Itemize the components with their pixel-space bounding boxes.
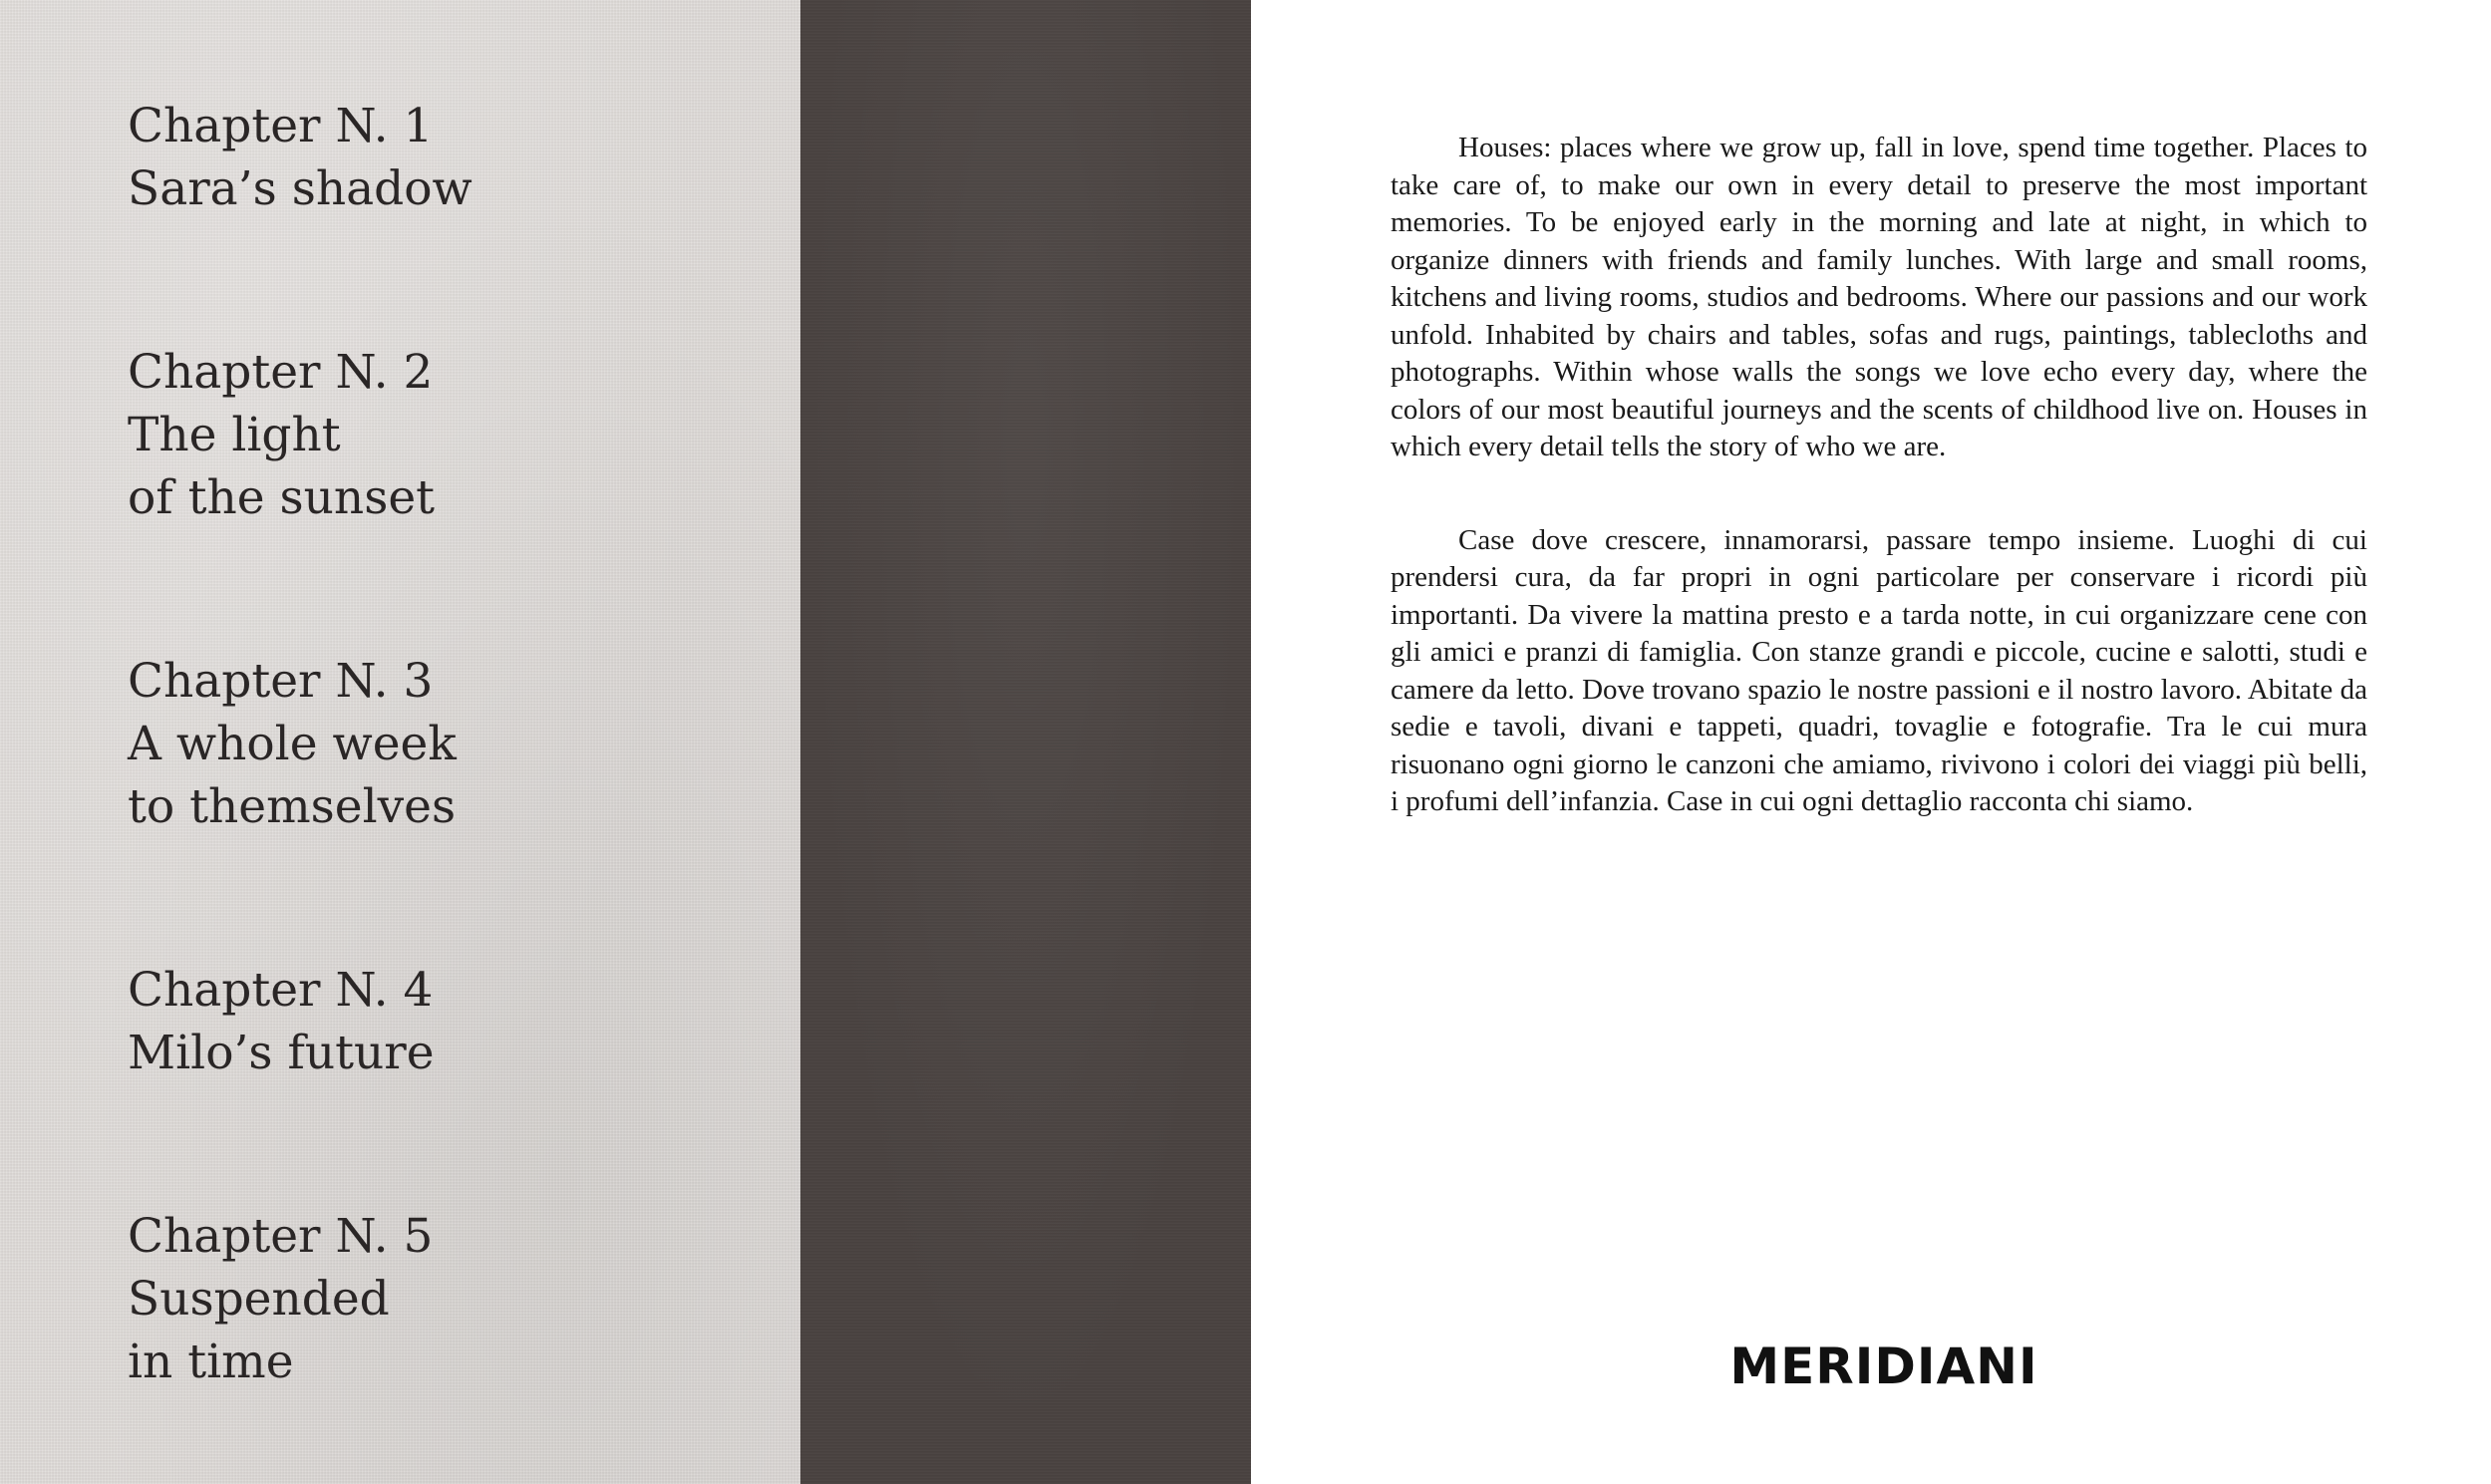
chapter-title-line: Sara’s shadow bbox=[128, 161, 472, 216]
chapter-number: Chapter N. 5 bbox=[128, 1209, 434, 1264]
chapter-title-line: in time bbox=[128, 1335, 294, 1389]
dark-cover-panel bbox=[800, 0, 1251, 1484]
italian-paragraph: Case dove crescere, innamorarsi, passare tempo insieme. Luoghi di cui prendersi cura, da far propri in ogni particolare per conservare i ricordi più importanti. Da vivere la mattina presto e a tarda notte, in cui organizzare cene con gli amici e pranzi di famiglia. Con stanze grandi e piccole, cucine e salotti, studi e camere da letto. Dove trovano spazio le nostre passioni e il nostro lavoro. Abitate da sedie e tavoli, divani e tappeti, quadri, tovaglie e fotografie. Tra le cui mura risuonano ogni giorno le canzoni che amiamo, rivivono i colori dei viaggi più belli, i profumi dell’infanzia. Case in cui ogni dettaglio racconta chi siamo. bbox=[1391, 523, 2367, 817]
chapter-title-line: of the sunset bbox=[128, 470, 436, 525]
chapter-number: Chapter N. 4 bbox=[128, 963, 434, 1018]
chapter-number: Chapter N. 3 bbox=[128, 654, 434, 709]
chapter-title-line: The light bbox=[128, 408, 341, 462]
chapter-title-line: to themselves bbox=[128, 779, 457, 834]
chapter-3 bbox=[128, 650, 766, 838]
english-paragraph: Houses: places where we grow up, fall in love, spend time together. Places to take care of, to make our own in every detail to preserve the most important memories. To be enjoyed early in the morning and late at night, in which to organize dinners with friends and family lunches. With large and small rooms, kitchens and living rooms, studios and bedrooms. Where our passions and our work unfold. Inhabited by chairs and tables, sofas and rugs, paintings, tablecloths and photographs. Within whose walls the songs we love echo every day, where the colors of our most beautiful journeys and the scents of childhood live on. Houses in which every detail tells the story of who we are. bbox=[1391, 132, 2367, 462]
chapter-2 bbox=[128, 341, 766, 529]
chapter-number: Chapter N. 1 bbox=[128, 99, 434, 153]
linen-cover-panel bbox=[0, 0, 800, 1484]
chapter-number: Chapter N. 2 bbox=[128, 345, 434, 400]
chapter-title-line: A whole week bbox=[128, 717, 457, 771]
chapter-title-line: Milo’s future bbox=[128, 1026, 435, 1080]
brand-logo: MERIDIANI bbox=[1729, 1337, 2038, 1395]
chapter-1 bbox=[128, 95, 766, 220]
chapter-5 bbox=[128, 1205, 766, 1393]
chapter-title-line: Suspended bbox=[128, 1272, 390, 1327]
text-page bbox=[1391, 130, 2367, 877]
chapter-4 bbox=[128, 959, 766, 1084]
